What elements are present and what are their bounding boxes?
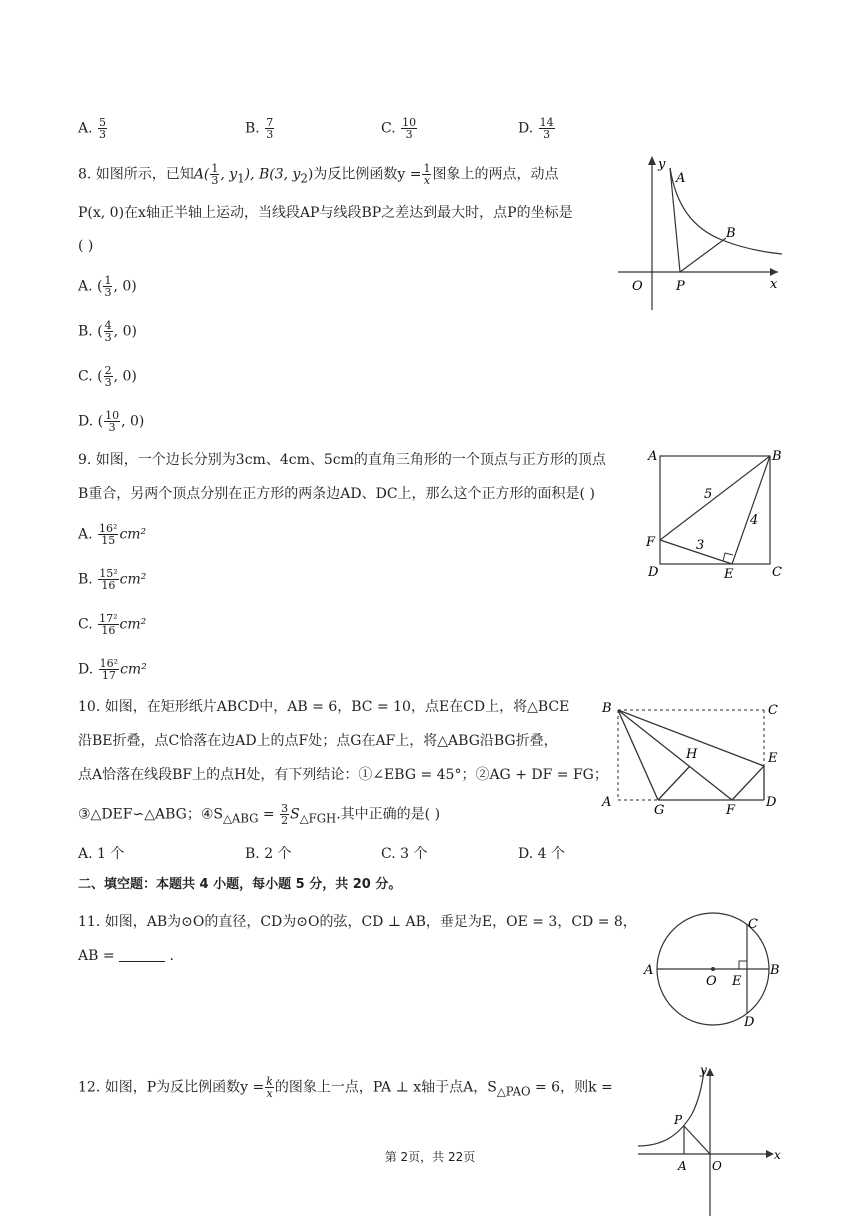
q9-figure — [644, 446, 789, 582]
q7-option-b[interactable]: B. $\frac{7}{3}$ — [245, 116, 274, 141]
q10-option-a[interactable]: A. 1 个 — [78, 846, 125, 862]
fig-label: O — [632, 279, 643, 294]
fig-label: B — [726, 226, 736, 241]
q9-option-a[interactable]: A. $\frac{\text{16²}}{15}$ cm² — [78, 522, 147, 547]
fig-label: O — [712, 1159, 722, 1173]
fig-label: B — [770, 963, 780, 978]
q7-option-a[interactable]: A. $\frac{5}{3}$ — [78, 116, 107, 141]
q10-line-2: 沿BE折叠，点C恰落在边AD上的点F处；点G在AF上，将△ABG沿BG折叠， — [78, 733, 558, 749]
q10-option-c[interactable]: C. 3 个 — [381, 846, 428, 862]
fraction: $\frac{7}{3}$ — [266, 116, 274, 141]
fig-label: A — [648, 449, 658, 464]
q11-figure — [640, 912, 790, 1032]
fig-label: 3 — [696, 538, 705, 553]
q8-line-2: P(x, 0)在x轴正半轴上运动，当线段AP与线段BP之差达到最大时，点P的坐标是 — [78, 205, 573, 221]
q9-line-1: 9. 如图，一个边长分别为3cm、4cm、5cm的直角三角形的一个顶点与正方形的顶点 — [78, 452, 606, 468]
fig-label: x — [774, 1148, 781, 1162]
fig-label: y — [658, 157, 666, 172]
fig-label: H — [686, 747, 698, 762]
answer-blank[interactable] — [119, 947, 165, 962]
fig-label: G — [654, 803, 665, 818]
fig-label: A — [676, 171, 686, 186]
q7-option-d[interactable]: D. $\frac{14}{3}$ — [518, 116, 554, 141]
q8-option-c[interactable]: C. ( $\frac{2}{3}$ , 0) — [78, 364, 137, 389]
fig-label: O — [706, 974, 717, 989]
q10-option-d[interactable]: D. 4 个 — [518, 846, 565, 862]
fig-label: C — [772, 565, 782, 580]
q12-line-1: 12. 如图，P为反比例函数y = $\frac{k}{x}$ 的图象上一点，PA ⊥ x轴于点A，$S_{\triangle PAO} = 6$，则k = — [78, 1075, 613, 1100]
fig-label: E — [732, 974, 742, 989]
q8-figure — [612, 150, 792, 320]
fig-label: F — [646, 535, 656, 550]
q10-figure — [598, 698, 788, 823]
fig-label: D — [648, 565, 659, 580]
fraction: $\frac{14}{3}$ — [539, 116, 554, 141]
fig-label: F — [726, 803, 736, 818]
fig-label: C — [748, 917, 758, 932]
q8-option-b[interactable]: B. ( $\frac{4}{3}$ , 0) — [78, 319, 137, 344]
fig-label: D — [744, 1015, 755, 1030]
q8-option-a[interactable]: A. ( $\frac{1}{3}$ , 0) — [78, 274, 137, 299]
fig-label: C — [768, 703, 778, 718]
q9-line-2: B重合，另两个顶点分别在正方形的两条边AD、DC上，那么这个正方形的面积是( ) — [78, 486, 595, 502]
q8-line-1: 8. 如图所示，已知A( $\frac{1}{3}$ , $y_1$), B(3, $y_2$)为反比例函数y = $\frac{1}{x}$ 图象上的两点，动点 — [78, 162, 559, 187]
q10-line-1: 10. 如图，在矩形纸片ABCD中，AB = 6，BC = 10，点E在CD上，将△BCE — [78, 699, 570, 715]
fig-label: B — [772, 449, 782, 464]
q8-line-3: ( ) — [78, 238, 94, 254]
fig-label: D — [766, 795, 777, 810]
q12-figure — [636, 1062, 786, 1216]
fig-label: E — [768, 751, 778, 766]
fig-label: 4 — [750, 513, 759, 528]
q10-line-4: ③△DEF∽△ABG；$④S_{\triangle ABG}$ = $\frac{3}{2}$ $S_{\triangle FGH}$.其中正确的是( ) — [78, 802, 441, 827]
q9-option-b[interactable]: B. $\frac{\text{15²}}{16}$ cm² — [78, 567, 147, 592]
q10-option-b[interactable]: B. 2 个 — [245, 846, 292, 862]
fig-label: 5 — [704, 487, 713, 502]
fig-label: B — [602, 701, 612, 716]
q9-option-d[interactable]: D. $\frac{\text{16²}}{17}$ cm² — [78, 657, 147, 682]
fig-label: P — [674, 1113, 683, 1127]
section-2-title: 二、填空题：本题共 4 小题，每小题 5 分，共 20 分。 — [78, 877, 402, 892]
fig-label: A — [644, 963, 654, 978]
q7-option-c[interactable]: C. $\frac{10}{3}$ — [381, 116, 417, 141]
fraction: $\frac{10}{3}$ — [402, 116, 417, 141]
page-footer: 第 2页，共 22页 — [384, 1150, 476, 1164]
fig-label: y — [700, 1063, 707, 1077]
fraction: $\frac{5}{3}$ — [99, 116, 107, 141]
q11-line-2: AB = . — [78, 948, 174, 964]
q8-option-d[interactable]: D. ( $\frac{10}{3}$ , 0) — [78, 409, 145, 434]
fig-label: E — [724, 567, 734, 582]
fig-label: A — [602, 795, 612, 810]
q11-line-1: 11. 如图，AB为⊙O的直径，CD为⊙O的弦，CD ⊥ AB，垂足为E，OE = 3，CD = 8， — [78, 914, 637, 930]
fig-label: P — [676, 279, 685, 294]
fig-label: A — [678, 1159, 687, 1173]
q10-line-3: 点A恰落在线段BF上的点H处，有下列结论：①∠EBG = 45°；②AG + DF = FG； — [78, 767, 608, 783]
fig-label: x — [770, 277, 778, 292]
q9-option-c[interactable]: C. $\frac{\text{17²}}{16}$ cm² — [78, 612, 147, 637]
